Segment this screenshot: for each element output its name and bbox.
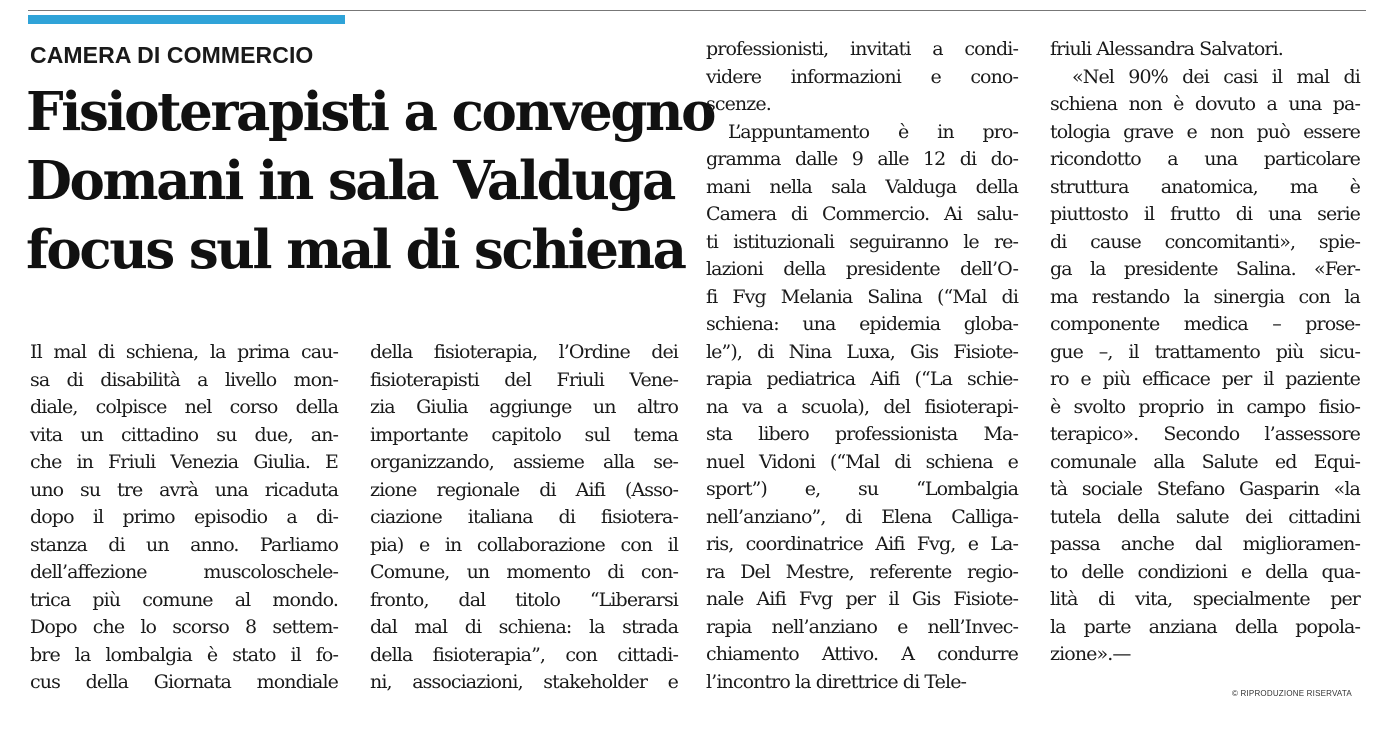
article-headline (26, 78, 715, 285)
article-column-1 (30, 339, 338, 697)
text-line: ti istituzionali seguiranno le re- (706, 230, 1018, 253)
text-line: sa di disabilità a livello mon- (30, 368, 338, 391)
text-line: dal mal di schiena: la strada (370, 616, 678, 638)
text-line: fronto, dal titolo “Liberarsi (370, 588, 678, 611)
text-line: componente medica – prose- (1050, 313, 1360, 335)
text-line: cus della Giornata mondiale (30, 671, 338, 693)
text-line: piuttosto il frutto di una serie (1050, 203, 1360, 225)
headline-line: focus sul mal di schiena (26, 219, 685, 281)
text-line: zione».— (1050, 643, 1131, 665)
text-line: l’incontro la direttrice di Tele- (706, 670, 967, 693)
text-line: mani nella sala Valduga della (706, 175, 1018, 198)
text-line: to delle condizioni e della qua- (1050, 560, 1360, 583)
text-line: nell’anziano”, di Elena Calliga- (706, 505, 1018, 528)
text-line: organizzando, assieme alla se- (370, 451, 678, 473)
text-line: di cause concomitanti», spie- (1050, 230, 1360, 253)
text-line: friuli Alessandra Salvatori. (1050, 38, 1283, 60)
text-line: diale, colpisce nel corso della (30, 396, 338, 418)
text-line: la parte anziana della popola- (1050, 615, 1360, 638)
text-line: passa anche dal miglioramen- (1050, 533, 1360, 555)
text-line: L’appuntamento è in pro- (728, 120, 1018, 143)
text-line: ro e più efficace per il paziente (1050, 368, 1360, 390)
text-line: ciazione italiana di fisiotera- (370, 506, 678, 528)
text-line: zia Giulia aggiunge un altro (370, 396, 678, 418)
text-line: Camera di Commercio. Ai salu- (706, 203, 1018, 225)
text-line: videre informazioni e cono- (706, 65, 1018, 88)
text-line: lazioni della presidente dell’O- (706, 258, 1018, 280)
text-line: professionisti, invitati a condi- (706, 38, 1018, 60)
text-line: Dopo che lo scorso 8 settem- (30, 616, 338, 638)
text-line: Il mal di schiena, la prima cau- (30, 341, 338, 363)
text-line: ni, associazioni, stakeholder e (370, 671, 678, 693)
headline-line: Domani in sala Valduga (26, 150, 675, 212)
text-line: importante capitolo sul tema (370, 423, 678, 446)
text-line: ricondotto a una particolare (1050, 148, 1360, 170)
text-line: gramma dalle 9 alle 12 di do- (706, 148, 1018, 170)
text-line: che in Friuli Venezia Giulia. E (30, 451, 338, 473)
text-line: struttura anatomica, ma è (1050, 175, 1360, 198)
text-line: rapia nell’anziano e nell’Invec- (706, 615, 1018, 638)
headline-line: Fisioterapisti a convegno (26, 81, 715, 143)
text-line: trica più comune al mondo. (30, 588, 338, 611)
text-line: nuel Vidoni (“Mal di schiena e (706, 450, 1018, 473)
text-line: nale Aifi Fvg per il Gis Fisiote- (706, 588, 1018, 610)
text-line: sta libero professionista Ma- (706, 423, 1018, 445)
article-column-2 (370, 339, 678, 697)
article-column-3 (706, 36, 1018, 696)
text-line: schiena: una epidemia globa- (706, 313, 1018, 335)
text-line: tutela della salute dei cittadini (1050, 505, 1360, 528)
text-line: della fisioterapia, l’Ordine dei (370, 341, 678, 363)
text-line: sport”) e, su “Lombalgia (706, 478, 1018, 500)
text-line: vita un cittadino su due, an- (30, 423, 338, 446)
text-line: è svolto proprio in campo fisio- (1050, 395, 1360, 418)
section-kicker: CAMERA DI COMMERCIO (30, 42, 314, 68)
text-line: scenze. (706, 93, 771, 115)
text-line: dopo il primo episodio a di- (30, 506, 338, 528)
text-line: «Nel 90% dei casi il mal di (1072, 65, 1360, 88)
text-line: stanza di un anno. Parliamo (30, 533, 338, 556)
text-line: le”), di Nina Luxa, Gis Fisiote- (706, 340, 1018, 363)
text-line: bre la lombalgia è stato il fo- (30, 643, 338, 666)
text-line: ris, coordinatrice Aifi Fvg, e La- (706, 533, 1018, 555)
text-line: fi Fvg Melania Salina (“Mal di (706, 285, 1018, 308)
article-column-4 (1050, 36, 1360, 669)
text-line: tà sociale Stefano Gasparin «la (1050, 478, 1360, 500)
text-line: rapia pediatrica Aifi (“La schie- (706, 368, 1018, 390)
text-line: ga la presidente Salina. «Fer- (1050, 258, 1360, 280)
text-line: dell’affezione muscoloschele- (30, 561, 338, 583)
text-line: della fisioterapia”, con cittadi- (370, 643, 678, 666)
text-line: lità di vita, specialmente per (1050, 588, 1360, 610)
section-accent-bar (28, 15, 345, 24)
text-line: gue –, il trattamento più sicu- (1050, 340, 1360, 363)
text-line: ma restando la sinergia con la (1050, 285, 1360, 308)
top-rule (28, 10, 1366, 11)
text-line: chiamento Attivo. A condurre (706, 643, 1018, 665)
text-line: tologia grave e non può essere (1050, 120, 1360, 143)
text-line: schiena non è dovuto a una pa- (1050, 93, 1360, 115)
text-line: fisioterapisti del Friuli Vene- (370, 368, 678, 391)
text-line: terapico». Secondo l’assessore (1050, 423, 1360, 445)
copyright-notice: © RIPRODUZIONE RISERVATA (1232, 689, 1352, 698)
text-line: zione regionale di Aifi (Asso- (370, 478, 678, 501)
text-line: comunale alla Salute ed Equi- (1050, 450, 1360, 473)
text-line: pia) e in collaborazione con il (370, 533, 678, 556)
text-line: Comune, un momento di con- (370, 561, 678, 583)
text-line: na va a scuola), del fisioterapi- (706, 395, 1018, 418)
text-line: ra Del Mestre, referente regio- (706, 560, 1018, 583)
text-line: uno su tre avrà una ricaduta (30, 478, 338, 501)
